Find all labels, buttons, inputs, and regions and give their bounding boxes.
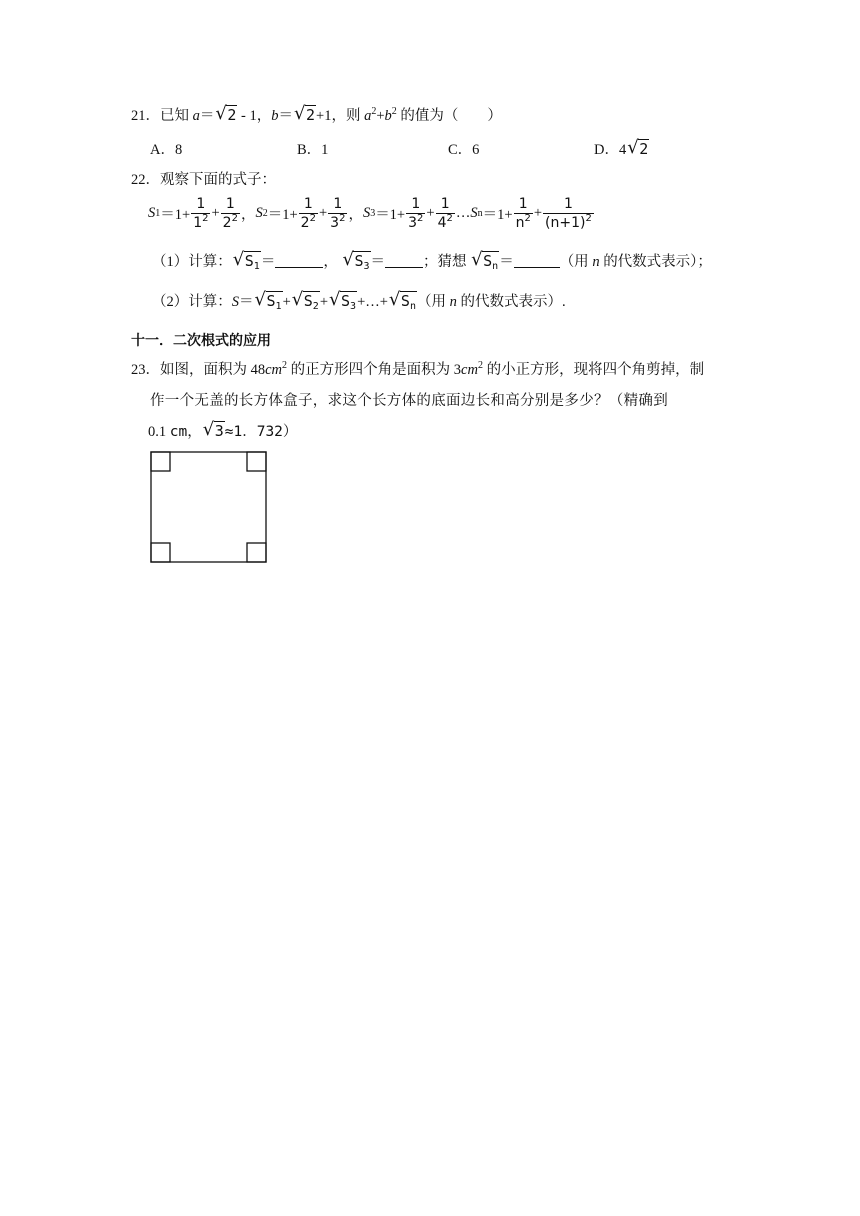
frac-1-over-nsq: $\frac{1}{n^2}$ xyxy=(515,196,531,231)
q21-option-c[interactable]: C．6 xyxy=(448,142,480,158)
sqrt-sn: √ $S_n$ xyxy=(471,252,499,271)
q23-line3: 0.1 cm，√ 3≈1．732） xyxy=(148,420,297,441)
q23-line1: 23．如图，面积为 $48cm^2$ 的正方形四个角是面积为 $3cm^2$ 的小正方形，现将四个角剪掉，制 xyxy=(131,360,705,378)
frac-1-over-n1sq: $\frac{1}{(n+1)^2}$ xyxy=(545,196,592,231)
sqrt-s2-sum: √ $S_2$ xyxy=(292,292,320,311)
section-heading: 十一．二次根式的应用 xyxy=(131,333,271,349)
frac-1-over-2sq-b: $\frac{1}{2^2}$ xyxy=(300,196,316,231)
frac-1-over-2sq: $\frac{1}{2^2}$ xyxy=(222,196,238,231)
frac-1-over-3sq: $\frac{1}{3^2}$ xyxy=(330,196,346,231)
answer-blank-s1[interactable] xyxy=(275,253,323,268)
sqrt-2-a: √ 2 xyxy=(215,106,237,125)
corner-square-top-right xyxy=(247,452,266,471)
frac-1-over-3sq-b: $\frac{1}{3^2}$ xyxy=(408,196,424,231)
sqrt-2-d: √ 2 xyxy=(627,140,649,159)
q23-number: 23． xyxy=(131,362,160,378)
answer-blank-s3[interactable] xyxy=(385,253,423,268)
sqrt-s1-sum: √ $S_1$ xyxy=(255,292,283,311)
sqrt-sn-sum: √ $S_n$ xyxy=(389,292,417,311)
q21-option-b[interactable]: B．1 xyxy=(297,142,329,158)
q21-number: 21． xyxy=(131,108,160,124)
sqrt-s3: √ $S_3$ xyxy=(342,252,370,271)
sqrt-3: √ 3 xyxy=(203,422,225,441)
sqrt-s3-sum: √ $S_3$ xyxy=(329,292,357,311)
corner-square-bottom-left xyxy=(151,543,170,562)
q22-part1: （1）计算：√ $S_1=$ ， √ $S_3=$ ；猜想 √ $S_n=$ （用 n 的代数式表示）； xyxy=(152,250,712,271)
sqrt-2-b: √ 2 xyxy=(294,106,316,125)
answer-blank-sn[interactable] xyxy=(514,253,560,268)
q21-option-d[interactable]: D．4√ 2 xyxy=(594,138,649,159)
frac-1-over-1sq: $\frac{1}{1^2}$ xyxy=(193,196,209,231)
q21-stem: 21．已知 a＝√ 2 - 1，b＝√ 2+1，则 $a^2+b^2$ 的值为（ ） xyxy=(131,104,502,125)
outer-square xyxy=(151,452,266,562)
corner-square-top-left xyxy=(151,452,170,471)
square-figure xyxy=(150,451,268,564)
q22-stem: 22．观察下面的式子： xyxy=(131,172,276,188)
q22-number: 22． xyxy=(131,172,160,188)
q21-option-a[interactable]: A．8 xyxy=(150,142,183,158)
q23-line2: 作一个无盖的长方体盒子，求这个长方体的底面边长和高分别是多少？（精确到 xyxy=(150,393,668,409)
q22-part2: （2）计算：S＝√ $S_1+√$ $S_2+√$ $S_3+\dots+√$ $S_n$（用 n 的代数式表示）. xyxy=(152,290,566,311)
corner-square-bottom-right xyxy=(247,543,266,562)
q22-formula: S 1 ＝1+ $\frac{1}{1^2}$ + $\frac{1}{2^2}$ ， S 2 ＝1+ $\frac{1}{2^2}$ + $\frac{1}{3^2}$ ， S 3 ＝1+ $\frac{1}{3^2}$ + $\frac{1}{4^2}$ … S n ＝1+ $\frac{1}{n^2}$ + $\frac{1}{(n+1)^2}$ xyxy=(148,196,592,231)
sqrt-s1: √ $S_1$ xyxy=(233,252,261,271)
frac-1-over-4sq: $\frac{1}{4^2}$ xyxy=(437,196,453,231)
